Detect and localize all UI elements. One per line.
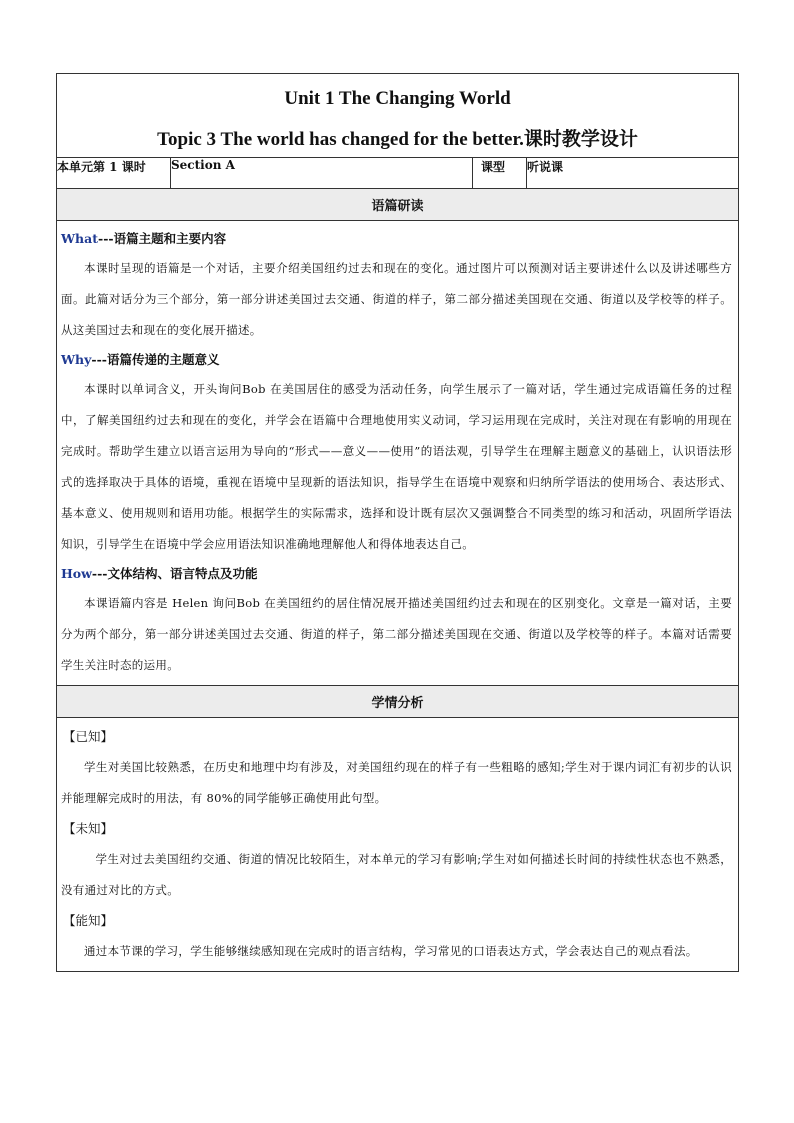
how-keyword: How: [61, 566, 92, 581]
analysis-content: [57, 718, 739, 972]
how-heading-text: ---文体结构、语言特点及功能: [91, 566, 258, 581]
what-heading: [61, 225, 738, 253]
lesson-type-label: 课型: [473, 158, 527, 189]
what-keyword: What: [61, 231, 98, 246]
known-paragraph: 学生对美国比较熟悉，在历史和地理中均有涉及，对美国纽约现在的样子有一些粗略的感知;学生对于课内词汇有初步的认识并能理解完成时的用法，有 80%的同学能够正确使用此句型。: [61, 760, 733, 805]
reading-band: 语篇研读: [57, 189, 739, 221]
unknown-label: 【未知】: [63, 821, 114, 836]
how-paragraph: 本课语篇内容是 Helen 询问Bob 在美国纽约的居住情况展开描述美国纽约过去和现在的区别变化。文章是一篇对话，主要分为两个部分，第一部分讲述美国过去交通、街道的样子，第二部分描述美国现在交通、街道以及学校等的样子。本篇对话需要学生关注时态的运用。: [61, 596, 733, 672]
why-heading: [61, 346, 738, 374]
reading-content: [57, 221, 739, 686]
lesson-type-value: 听说课: [527, 158, 739, 189]
lesson-plan-table: [56, 73, 739, 972]
why-keyword: Why: [61, 352, 92, 367]
why-paragraph: 本课时以单词含义，开头询问Bob 在美国居住的感受为活动任务，向学生展示了一篇对话，学生通过完成语篇任务的过程中，了解美国纽约过去和现在的变化，并学会在语篇中合理地使用实义动词，学习运用现在完成时，关注对现在有影响的用现在完成时。帮助学生建立以语言运用为导向的“形式——意义——使用”的语法观，引导学生在理解主题意义的基础上，认识语法形式的选择取决于具体的语境，重视在语境中呈现新的语法知识，指导学生在语境中观察和归纳所学语法的使用场合、表达形式、基本意义、使用规则和语用功能。根据学生的实际需求，选择和设计既有层次又强调整合不同类型的练习和活动，巩固所学语法知识，引导学生在语境中学会应用语法知识准确地理解他人和得体地表达自己。: [61, 382, 733, 551]
lesson-number: 本单元第 1 课时: [57, 158, 171, 189]
why-heading-text: ---语篇传递的主题意义: [91, 352, 220, 367]
analysis-band: 学情分析: [57, 686, 739, 718]
title-cell: [57, 74, 739, 158]
document-page: [56, 73, 738, 972]
unknown-paragraph: 学生对过去美国纽约交通、街道的情况比较陌生，对本单元的学习有影响;学生对如何描述长时间的持续性状态也不熟悉，没有通过对比的方式。: [61, 852, 733, 897]
unit-title: Unit 1 The Changing World: [284, 88, 511, 109]
info-row: [57, 158, 739, 189]
what-paragraph: 本课时呈现的语篇是一个对话，主要介绍美国纽约过去和现在的变化。通过图片可以预测对话主要讲述什么以及讲述哪些方面。此篇对话分为三个部分，第一部分讲述美国过去交通、街道的样子，第二部分描述美国现在交通、街道以及学校等的样子。从这美国过去和现在的变化展开描述。: [61, 261, 733, 337]
can-paragraph: 通过本节课的学习，学生能够继续感知现在完成时的语言结构，学习常见的口语表达方式，学会表达自己的观点看法。: [84, 944, 698, 958]
how-heading: [61, 560, 738, 588]
topic-title: Topic 3 The world has changed for the better.课时教学设计: [157, 129, 638, 150]
can-label: 【能知】: [63, 913, 114, 928]
section-name: Section A: [171, 158, 473, 189]
known-label: 【已知】: [63, 729, 114, 744]
what-heading-text: ---语篇主题和主要内容: [98, 231, 227, 246]
